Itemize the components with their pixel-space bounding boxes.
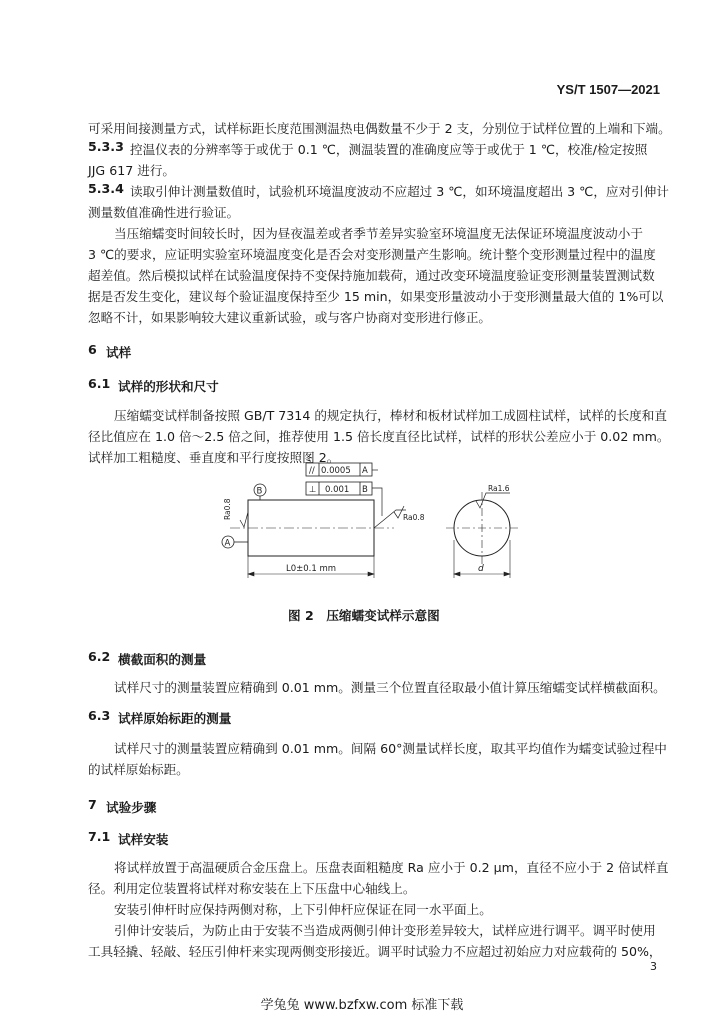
paragraph-line: 据是否发生变化，建议每个验证温度保持至少 15 min，如果变形量波动小于变形测量最大值的 1%可以 [88, 289, 664, 304]
paragraph-line: 读取引伸计测量数值时，试验机环境温度波动不应超过 3 ℃，如环境温度超出 3 ℃，应对引伸计 [130, 184, 669, 199]
roughness-side-label: Ra0.8 [403, 513, 425, 522]
paragraph-line: 控温仪表的分辨率等于或优于 0.1 ℃，测温装置的准确度应等于或优于 1 ℃，校准/检定按照 [130, 142, 648, 157]
paragraph-line: 试样尺寸的测量装置应精确到 0.01 mm。测量三个位置直径取最小值计算压缩蠕变试样横截面积。 [114, 680, 666, 695]
clause-title: 横截面积的测量 [118, 652, 207, 667]
clause-number: 6.2 [88, 649, 111, 664]
clause-number: 5.3.3 [88, 139, 124, 154]
parallelism-datum: A [362, 466, 368, 476]
paragraph-line: 径。利用定位装置将试样对称安装在上下压盘中心轴线上。 [88, 881, 416, 896]
clause-title: 试样原始标距的测量 [118, 711, 232, 726]
clause-number: 5.3.4 [88, 181, 124, 196]
roughness-end-symbol [240, 512, 248, 527]
perpendicularity-datum: B [362, 485, 368, 495]
clause-number: 6.3 [88, 708, 111, 723]
section-title: 试验步骤 [106, 800, 157, 815]
parallelism-symbol: // [309, 466, 315, 476]
paragraph-line: 超差值。然后模拟试样在试验温度保持不变保持施加载荷，通过改变环境温度验证变形测量装置测试数 [88, 268, 655, 283]
clause-number: 6.1 [88, 376, 111, 391]
parallelism-tolerance: 0.0005 [321, 466, 351, 476]
datum-b-label: B [256, 486, 263, 497]
perpendicularity-tolerance: 0.001 [325, 485, 350, 495]
clause-number: 7.1 [88, 829, 111, 844]
page-number: 3 [650, 960, 657, 973]
standard-code: YS/T 1507—2021 [556, 82, 660, 97]
paragraph-line: 试样尺寸的测量装置应精确到 0.01 mm。间隔 60°测量试样长度，取其平均值作为蠕变试验过程中 [114, 741, 667, 756]
clause-title: 试样的形状和尺寸 [118, 379, 219, 394]
roughness-circle-label: Ra1.6 [488, 484, 510, 493]
section-number: 6 [88, 342, 97, 357]
paragraph-line: JJG 617 进行。 [88, 163, 176, 178]
figure-caption: 图 2 压缩蠕变试样示意图 [288, 608, 440, 623]
paragraph-line: 试样加工粗糙度、垂直度和平行度按照图 2。 [88, 450, 340, 465]
diameter-label: d [478, 564, 484, 574]
paragraph-line: 工具轻撬、轻敲、轻压引伸杆来实现两侧变形接近。调平时试验力不应超过初始应力对应载荷的 50%， [88, 944, 662, 959]
paragraph-line: 安装引伸杆时应保持两侧对称，上下引伸杆应保证在同一水平面上。 [114, 902, 492, 917]
paragraph-line: 径比值应在 1.0 倍～2.5 倍之间，推荐使用 1.5 倍长度直径比试样，试样的形状公差应小于 0.02 mm。 [88, 429, 670, 444]
paragraph-line: 将试样放置于高温硬质合金压盘上。压盘表面粗糙度 Ra 应小于 0.2 μm，直径不应小于 2 倍试样直 [114, 860, 669, 875]
paragraph-line: 引伸计安装后，为防止由于安装不当造成两侧引伸计变形差异较大，试样应进行调平。调平时使用 [114, 923, 656, 938]
length-dimension-label: L0±0.1 mm [286, 564, 337, 574]
roughness-side-symbol [374, 506, 406, 528]
paragraph-line: 可采用间接测量方式，试样标距长度范围测温热电偶数量不少于 2 支，分别位于试样位置的上端和下端。 [88, 121, 671, 136]
paragraph-line: 忽略不计，如果影响较大建议重新试验，或与客户协商对变形进行修正。 [88, 310, 491, 325]
paragraph-line: 压缩蠕变试样制备按照 GB/T 7314 的规定执行，棒材和板材试样加工成圆柱试样，试样的长度和直 [114, 408, 667, 423]
perpendicularity-symbol: ⊥ [309, 485, 317, 495]
datum-a-label: A [224, 538, 231, 549]
clause-title: 试样安装 [118, 832, 169, 847]
paragraph-line: 的试样原始标距。 [88, 762, 189, 777]
roughness-end-label: Ra0.8 [223, 498, 232, 520]
paragraph-line: 3 ℃的要求，应证明实验室环境温度变化是否会对变形测量产生影响。统计整个变形测量过程中的温度 [88, 247, 656, 262]
section-number: 7 [88, 797, 97, 812]
specimen-diagram [210, 460, 530, 600]
section-title: 试样 [106, 345, 132, 360]
paragraph-line: 当压缩蠕变时间较长时，因为昼夜温差或者季节差异实验室环境温度无法保证环境温度波动小于 [114, 226, 643, 241]
footer-watermark: 学兔兔 www.bzfxw.com 标准下载 [260, 998, 464, 1013]
paragraph-line: 测量数值准确性进行验证。 [88, 205, 240, 220]
